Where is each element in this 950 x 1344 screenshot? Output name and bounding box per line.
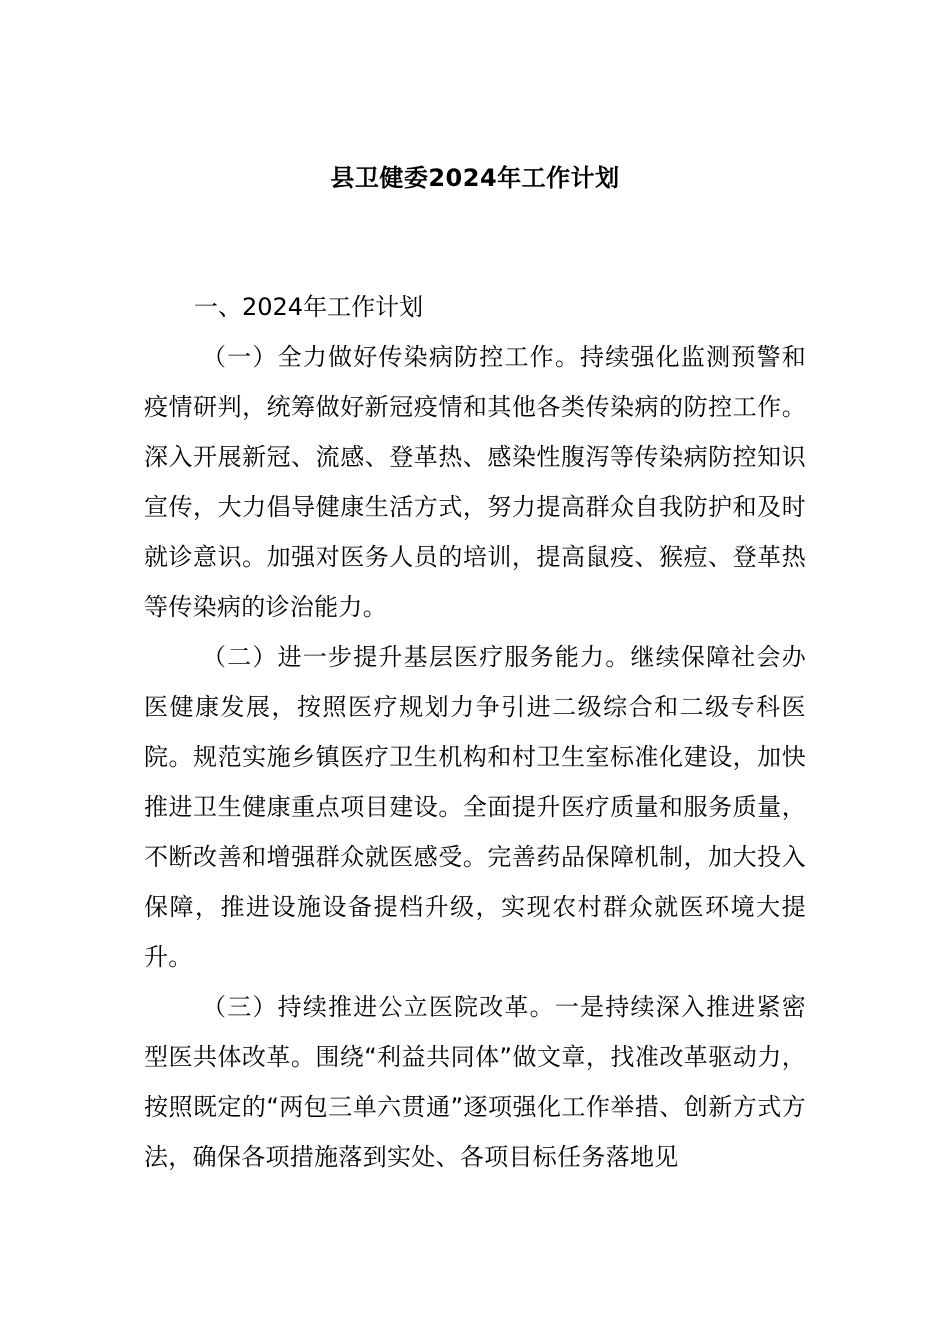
document-title: 县卫健委2024年工作计划 (330, 164, 620, 192)
paragraph-3: （三）持续推进公立医院改革。一是持续深入推进紧密型医共体改革。围绕“利益共同体”做文章，找准改革驱动力，按照既定的“两包三单六贯通”逐项强化工作举措、创新方式方法，确保各项措施落到实处、各项目标任务落地见 (144, 993, 806, 1171)
section-heading: 一、2024年工作计划 (194, 293, 424, 321)
document-body (144, 282, 806, 1182)
paragraph-1: （一）全力做好传染病防控工作。持续强化监测预警和疫情研判，统筹做好新冠疫情和其他各类传染病的防控工作。深入开展新冠、流感、登革热、感染性腹泻等传染病防控知识宣传，大力倡导健康生活方式，努力提高群众自我防护和及时就诊意识。加强对医务人员的培训，提高鼠疫、猴痘、登革热等传染病的诊治能力。 (144, 343, 806, 621)
paragraph-2: （二）进一步提升基层医疗服务能力。继续保障社会办医健康发展，按照医疗规划力争引进二级综合和二级专科医院。规范实施乡镇医疗卫生机构和村卫生室标准化建设，加快推进卫生健康重点项目建设。全面提升医疗质量和服务质量，不断改善和增强群众就医感受。完善药品保障机制，加大投入保障，推进设施设备提档升级，实现农村群众就医环境大提升。 (144, 643, 806, 971)
